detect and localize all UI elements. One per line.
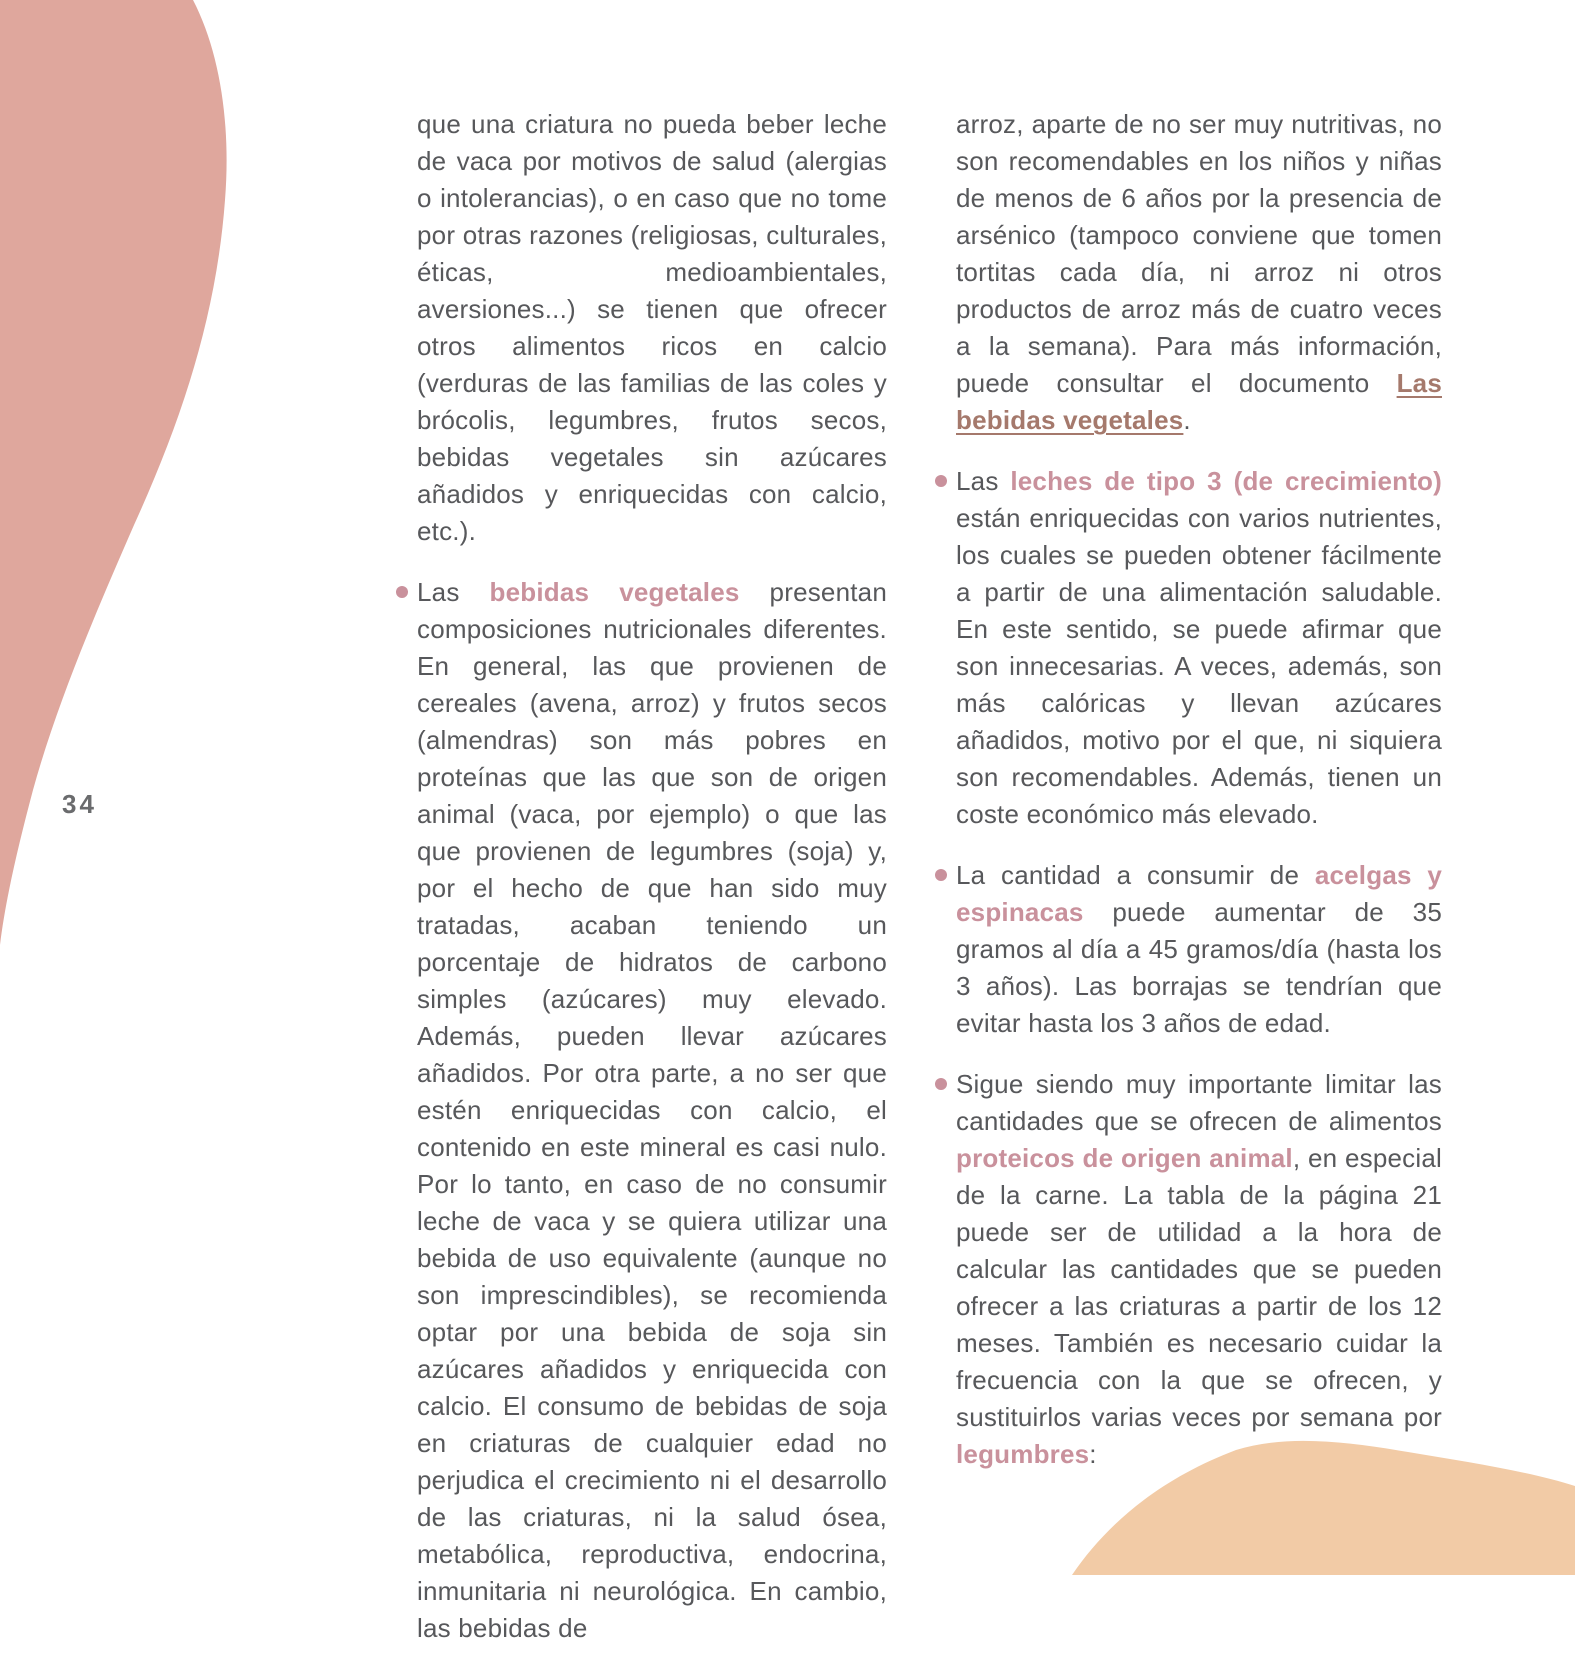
bullet-icon xyxy=(935,869,947,881)
text-segment: La cantidad a consumir de xyxy=(956,860,1315,890)
highlight-bebidas-vegetales: bebidas vegetales xyxy=(489,577,740,607)
highlight-proteicos-origen-animal: proteicos de origen animal xyxy=(956,1143,1293,1173)
right-column xyxy=(956,106,1442,1497)
link-las-bebidas-vegetales[interactable]: Las bebidas vegetales xyxy=(956,368,1442,435)
text-segment: presentan composiciones nutricionales diferentes. En general, las que provienen de cereales (avena, arroz) y frutos secos (almendras) son más pobres en proteínas que las que son de origen animal (vaca, por ejemplo) o que las que provienen de legumbres (soja) y, por el hecho de que han sido muy tratadas, acaban teniendo un porcentaje de hidratos de carbono simples (azúcares) muy elevado. Además, pueden llevar azúcares añadidos. Por otra parte, a no ser que estén enriquecidas con calcio, el contenido en este mineral es casi nulo. Por lo tanto, en caso de no consumir leche de vaca y se quiera utilizar una bebida de uso equivalente (aunque no son imprescindibles), se recomienda optar por una bebida de soja sin azúcares añadidos y enriquecida con calcio. El consumo de bebidas de soja en criaturas de cualquier edad no perjudica el crecimiento ni el desarrollo de las criaturas, ni la salud ósea, metabólica, reproductiva, endocrina, inmunitaria ni neurológica. En cambio, las bebidas de xyxy=(417,577,888,1643)
bullet-icon xyxy=(396,586,408,598)
bullet-icon xyxy=(935,475,947,487)
text-segment: , en especial de la carne. La tabla de la página 21 puede ser de utilidad a la hora de calcular las cantidades que se pueden ofrecer a las criaturas a partir de los 12 meses. También es necesario cuidar la frecuencia con la que se ofrecen, y sustituirlos varias veces por semana por xyxy=(956,1143,1442,1432)
text-segment: Las xyxy=(956,466,1011,496)
text-segment: están enriquecidas con varios nutrientes, los cuales se pueden obtener fácilmente a partir de una alimentación saludable. En este sentido, se puede afirmar que son innecesarias. A veces, además, son más calóricas y llevan azúcares añadidos, motivo por el que, ni siquiera son recomendables. Además, tienen un coste económico más elevado. xyxy=(956,503,1442,829)
bullet-icon xyxy=(935,1078,947,1090)
bullet-item-bebidas-vegetales xyxy=(417,574,887,1647)
text-segment: Las xyxy=(417,577,490,607)
text-segment: puede aumentar de 35 gramos al día a 45 gramos/día (hasta los 3 años). Las borrajas se tendrían que evitar hasta los 3 años de edad. xyxy=(956,897,1442,1038)
paragraph-intro-right xyxy=(956,106,1442,439)
text-segment: arroz, aparte de no ser muy nutritivas, no son recomendables en los niños y niñas de menos de 6 años por la presencia de arsénico (tampoco conviene que tomen tortitas cada día, ni arroz ni otros productos de arroz más de cuatro veces a la semana). Para más información, puede consultar el documento xyxy=(956,109,1442,398)
highlight-legumbres: legumbres xyxy=(956,1439,1090,1469)
highlight-leches-tipo-3: leches de tipo 3 (de crecimiento) xyxy=(1010,466,1442,496)
decorative-blob-top-left xyxy=(0,0,240,950)
text-segment: : xyxy=(1089,1439,1097,1469)
page-number: 34 xyxy=(62,789,97,819)
bullet-item-acelgas-espinacas xyxy=(956,857,1442,1042)
text-segment: . xyxy=(1183,405,1191,435)
left-column xyxy=(417,106,887,1671)
bullet-item-leches-tipo-3 xyxy=(956,463,1442,833)
paragraph-text: que una criatura no pueda beber leche de vaca por motivos de salud (alergias o intolerancias), o en caso que no tome por otras razones (religiosas, culturales, éticas, medioambientales, aversiones...) se tienen que ofrecer otros alimentos ricos en calcio (verduras de las familias de las coles y brócolis, legumbres, frutos secos, bebidas vegetales sin azúcares añadidos y enriquecidas con calcio, etc.). xyxy=(417,109,887,546)
bullet-item-proteicos-origen-animal xyxy=(956,1066,1442,1473)
highlight-acelgas-espinacas: acelgas y espinacas xyxy=(956,860,1443,927)
paragraph-intro-left xyxy=(417,106,887,550)
text-segment: Sigue siendo muy importante limitar las cantidades que se ofrecen de alimentos xyxy=(956,1069,1442,1136)
